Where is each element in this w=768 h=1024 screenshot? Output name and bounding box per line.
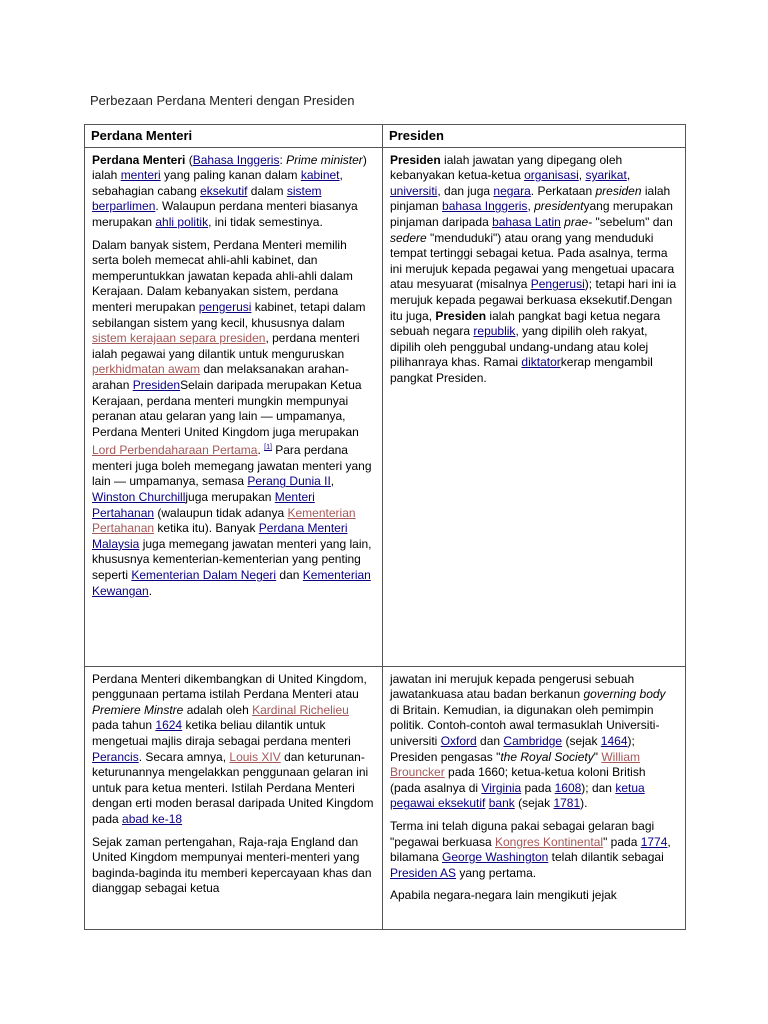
link-kementerian-dalam-negeri[interactable]: Kementerian Dalam Negeri xyxy=(131,568,277,583)
cell-pm-history xyxy=(85,666,383,929)
comparison-table xyxy=(84,124,686,930)
link-kardinal-richelieu[interactable]: Kardinal Richelieu xyxy=(252,702,349,717)
link-menteri-pertahanan[interactable]: Menteri Pertahanan xyxy=(92,490,315,520)
link-presiden-as[interactable]: Presiden AS xyxy=(390,865,457,880)
header-perdana-menteri: Perdana Menteri xyxy=(85,125,383,148)
table-header-row xyxy=(85,125,686,148)
link-bahasa-latin[interactable]: bahasa Latin xyxy=(492,214,561,229)
link-louis-xiv[interactable]: Louis XIV xyxy=(229,749,281,764)
link-ketua-pegawai-eksekutif[interactable]: ketua pegawai eksekutif xyxy=(390,780,645,811)
link-kabinet[interactable]: kabinet xyxy=(300,168,340,183)
link-cambridge[interactable]: Cambridge xyxy=(503,733,563,748)
footnote-link[interactable]: [1] xyxy=(264,444,272,452)
header-presiden: Presiden xyxy=(383,125,686,148)
link-syarikat[interactable]: syarikat xyxy=(585,168,627,183)
link-lord-perbendaharaan-pertama[interactable]: Lord Perbendaharaan Pertama xyxy=(92,443,258,458)
link-diktator[interactable]: diktator xyxy=(521,355,561,370)
paragraph: Dalam banyak sistem, Perdana Menteri memilih serta boleh memecat ahli-ahli kabinet, dan memperuntukkan jawatan kepada ahli-ahli dalam Kerajaan. Dalam kebanyakan sistem, perdana menteri merupakan pengerusi kabinet, tetapi dalam sebilangan sistem yang kecil, khususnya dalam sistem kerajaan separa presiden, perdana menteri ialah pegawai yang dilantik untuk menguruskan perkhidmatan awam dan melaksanakan arahan-arahan PresidenSelain daripada merupakan Ketua Kerajaan, perdana menteri mungkin mempunyai peranan atau gelaran yang lain — umpamanya, Perdana Menteri United Kingdom juga merupakan Lord Perbendaharaan Pertama. [1] Para perdana menteri juga boleh memegang jawatan menteri yang lain — umpamanya, semasa Perang Dunia II, Winston Churchilljuga merupakan Menteri Pertahanan (walaupun tidak adanya Kementerian Pertahanan ketika itu). Banyak Perdana Menteri Malaysia juga memegang jawatan menteri yang lain, khususnya kementerian-kementerian yang penting seperti Kementerian Dalam Negeri dan Kementerian Kewangan. xyxy=(92,237,372,598)
link-perancis[interactable]: Perancis xyxy=(92,749,139,764)
cell-presiden-definition xyxy=(383,147,686,666)
link-bahasa-inggeris-2[interactable]: bahasa Inggeris xyxy=(442,199,528,214)
link-bahasa-inggeris[interactable]: Bahasa Inggeris xyxy=(192,152,280,167)
link-perang-dunia-ii[interactable]: Perang Dunia II xyxy=(247,474,331,489)
link-kementerian-pertahanan[interactable]: Kementerian Pertahanan xyxy=(92,505,356,536)
cell-presiden-history xyxy=(383,666,686,929)
link-1464[interactable]: 1464 xyxy=(600,733,628,748)
link-1608[interactable]: 1608 xyxy=(554,780,582,795)
link-winston-churchill[interactable]: Winston Churchill xyxy=(92,490,186,505)
link-presiden[interactable]: Presiden xyxy=(132,377,181,392)
link-william-brouncker[interactable]: William Brouncker xyxy=(390,749,640,780)
paragraph: Sejak zaman pertengahan, Raja-raja England dan United Kingdom mempunyai menteri-menteri yang baginda-baginda itu memberi kepercayaan khas dan dianggap sebagai ketua xyxy=(92,834,372,896)
link-1774[interactable]: 1774 xyxy=(640,834,668,849)
link-1781[interactable]: 1781 xyxy=(553,796,581,811)
link-1624[interactable]: 1624 xyxy=(155,718,183,733)
link-bank[interactable]: bank xyxy=(488,796,515,811)
link-kementerian-kewangan[interactable]: Kementerian Kewangan xyxy=(92,568,371,598)
link-george-washington[interactable]: George Washington xyxy=(442,850,549,865)
link-oxford[interactable]: Oxford xyxy=(440,733,477,748)
table-row xyxy=(85,666,686,929)
paragraph: Perdana Menteri dikembangkan di United Kingdom, penggunaan pertama istilah Perdana Menteri atau Premiere Minstre adalah oleh Kardinal Richelieu pada tahun 1624 ketika beliau dilantik untuk mengetuai majlis diraja sebagai perdana menteri Perancis. Secara amnya, Louis XIV dan keturunan-keturunannya mengelakkan penggunaan gelaran ini untuk para ketua menteri. Istilah Perdana Menteri dengan erti moden berasal daripada United Kingdom pada abad ke-18 xyxy=(92,671,374,826)
link-abad-ke-18[interactable]: abad ke-18 xyxy=(122,811,183,826)
paragraph: Terma ini telah diguna pakai sebagai gelaran bagi "pegawai berkuasa Kongres Kontinental" pada 1774, bilamana George Washington telah dilantik sebagai Presiden AS yang pertama. xyxy=(390,818,671,880)
link-virginia[interactable]: Virginia xyxy=(481,780,522,795)
link-kongres-kontinental[interactable]: Kongres Kontinental xyxy=(495,834,604,849)
link-organisasi[interactable]: organisasi xyxy=(524,168,579,183)
link-sistem-berparlimen[interactable]: sistem berparlimen xyxy=(92,183,322,214)
paragraph: Apabila negara-negara lain mengikuti jejak xyxy=(390,888,617,903)
link-perkhidmatan-awam[interactable]: perkhidmatan awam xyxy=(92,362,201,377)
cell-pm-definition xyxy=(85,147,383,666)
table-row xyxy=(85,147,686,666)
paragraph: Perdana Menteri (Bahasa Inggeris: Prime minister) ialah menteri yang paling kanan dalam kabinet, sebahagian cabang eksekutif dalam sistem berparlimen. Walaupun perdana menteri biasanya merupakan ahli politik, ini tidak semestinya. xyxy=(92,152,367,229)
paragraph: Presiden ialah jawatan yang dipegang oleh kebanyakan ketua-ketua organisasi, syarikat, universiti, dan juga negara. Perkataan presiden ialah pinjaman bahasa Inggeris, presidentyang merupakan pinjaman daripada bahasa Latin prae- "sebelum" dan sedere "menduduki") atau orang yang menduduki tempat tertinggi sebagai ketua. Pada asalnya, terma ini merujuk kepada pegawai yang mengetuai upacara atau mesyuarat (misalnya Pengerusi); tetapi hari ini ia merujuk kepada pegawai berkuasa eksekutif.Dengan itu juga, Presiden ialah pangkat bagi ketua negara sebuah negara republik, yang dipilih oleh rakyat, dipilih oleh penggubal undang-undang atau kolej pilihanraya khas. Ramai diktatorkerap mengambil pangkat Presiden. xyxy=(390,152,677,385)
link-pengerusi-2[interactable]: Pengerusi xyxy=(530,277,585,292)
link-negara[interactable]: negara xyxy=(493,183,531,198)
link-republik[interactable]: republik xyxy=(473,324,516,339)
document-title: Perbezaan Perdana Menteri dengan Presiden xyxy=(90,93,355,108)
link-universiti[interactable]: universiti xyxy=(390,183,438,198)
paragraph: jawatan ini merujuk kepada pengerusi sebuah jawatankuasa atau badan berkanun governing body di Britain. Kemudian, ia digunakan oleh pemimpin politik. Contoh-contoh awal termasuklah Universiti-universiti Oxford dan Cambridge (sejak 1464); Presiden pengasas "the Royal Society" William Brouncker pada 1660; ketua-ketua koloni British (pada asalnya di Virginia pada 1608); dan ketua pegawai eksekutif bank (sejak 1781). xyxy=(390,671,666,811)
link-eksekutif[interactable]: eksekutif xyxy=(200,183,248,198)
link-perdana-menteri-malaysia[interactable]: Perdana Menteri Malaysia xyxy=(92,521,348,551)
link-ahli-politik[interactable]: ahli politik xyxy=(155,214,209,229)
link-pengerusi[interactable]: pengerusi xyxy=(198,299,252,314)
link-sistem-kerajaan-separa-presiden[interactable]: sistem kerajaan separa presiden xyxy=(92,331,266,346)
link-menteri[interactable]: menteri xyxy=(120,168,161,183)
